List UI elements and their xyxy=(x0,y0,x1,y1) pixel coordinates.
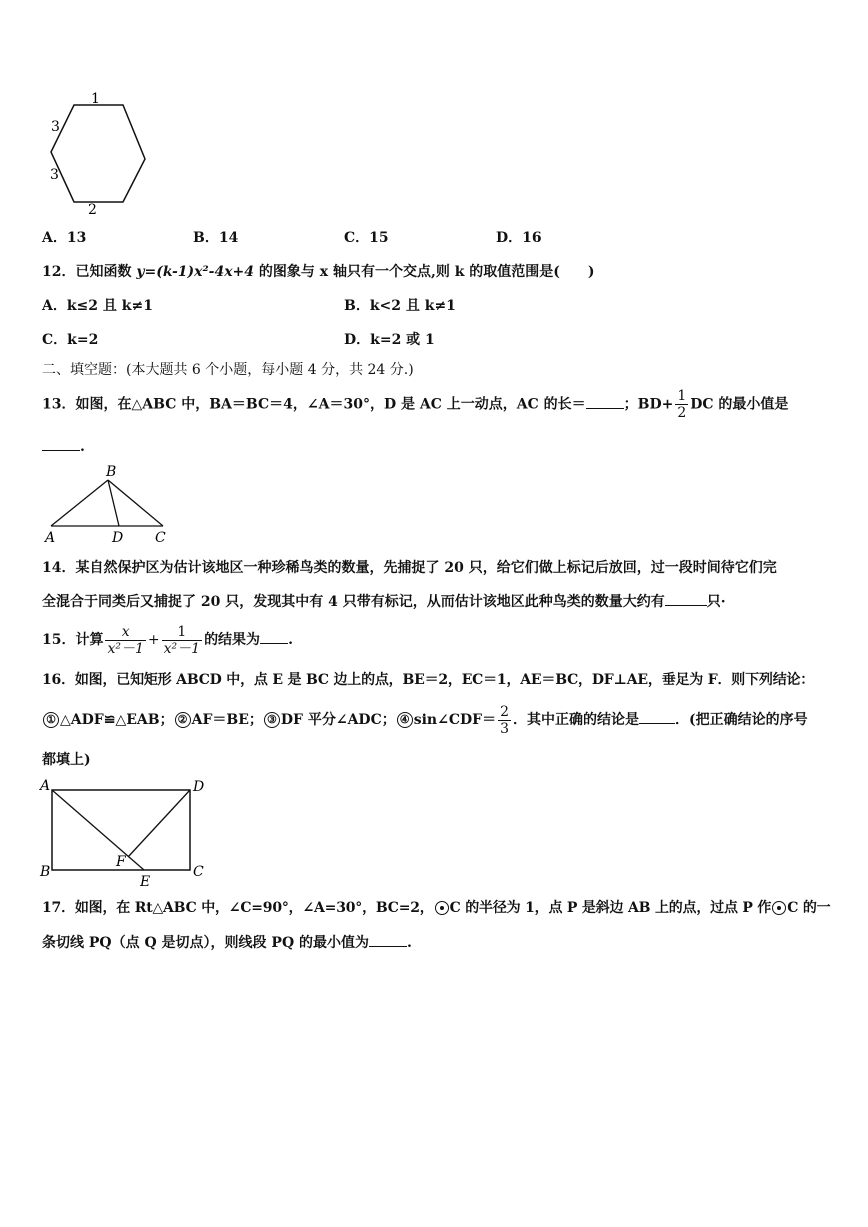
q13-triangle-figure xyxy=(40,462,172,546)
q12-option-c: C．k=2 xyxy=(42,332,99,348)
label-b: B xyxy=(40,864,51,880)
hexagon-label-upper-left: 3 xyxy=(51,119,60,135)
side-bc xyxy=(108,480,163,526)
q17-text-a: 17．如图，在 Rt△ABC 中，∠C=90°，∠A=30°，BC=2， xyxy=(42,900,434,916)
q16-circle-4: ④ xyxy=(397,712,413,728)
q17-end: . xyxy=(407,935,412,951)
q16-conclusion-3: DF 平分∠ADC； xyxy=(280,712,396,728)
q16-frac-den: 3 xyxy=(500,720,509,737)
q14-line2 xyxy=(42,591,726,612)
q14-line1: 14．某自然保护区为估计该地区一种珍稀鸟类的数量，先捕捉了 20 只，给它们做上标记后放回，过一段时间待它们完 xyxy=(42,560,777,576)
q13-stem xyxy=(42,388,788,421)
side-ab xyxy=(51,480,108,526)
hexagon-label-bottom: 2 xyxy=(88,202,97,216)
hexagon-label-lower-left: 3 xyxy=(50,167,59,183)
q12-option-d: D．k=2 或 1 xyxy=(344,332,435,348)
q15-end: . xyxy=(288,632,293,648)
q13-blank-2 xyxy=(42,436,80,451)
q12-prefix: 12．已知函数 xyxy=(42,264,137,280)
q12-stem xyxy=(42,262,595,282)
q15-f2-num: 1 xyxy=(162,624,202,641)
q15-f1-num: x xyxy=(105,624,145,641)
q13-text-c: DC 的最小值是 xyxy=(690,396,789,413)
label-a: A xyxy=(45,530,56,546)
label-c: C xyxy=(155,530,166,546)
q17-blank xyxy=(369,932,407,947)
q15-blank xyxy=(260,629,288,644)
q16-after: ．其中正确的结论是 xyxy=(513,712,639,728)
label-d: D xyxy=(112,530,124,546)
q14-text: 全混合于同类后又捕捉了 20 只，发现其中有 4 只带有标记，从而估计该地区此种鸟类的数量大约有 xyxy=(42,594,665,610)
q13-fraction xyxy=(675,388,688,421)
q16-line1: 16．如图，已知矩形 ABCD 中，点 E 是 BC 边上的点，BE＝2，EC＝1，AE＝BC，DF⊥AE，垂足为 F．则下列结论： xyxy=(42,672,815,688)
q16-circle-1: ① xyxy=(43,712,59,728)
q14-blank xyxy=(665,591,707,606)
q11-option-b: B．14 xyxy=(193,230,239,246)
q16-after2: ．(把正确结论的序号 xyxy=(675,712,808,728)
q15-suffix: 的结果为 xyxy=(204,632,261,648)
q15-fraction-1 xyxy=(105,624,145,657)
label-c: C xyxy=(193,864,204,880)
hexagon-figure xyxy=(44,88,154,216)
q16-circle-2: ② xyxy=(175,712,191,728)
q12-option-b: B．k<2 且 k≠1 xyxy=(344,298,456,314)
q15-stem xyxy=(42,621,293,659)
q17-line2 xyxy=(42,932,412,953)
q16-frac-num: 2 xyxy=(500,703,509,720)
q13-text-b: ；BD+ xyxy=(623,396,674,413)
q12-suffix: 的图象与 x 轴只有一个交点,则 k 的取值范围是( ) xyxy=(254,264,595,280)
q14-end: 只· xyxy=(706,594,726,610)
section-2-heading: 二、填空题：(本大题共 6 个小题，每小题 4 分，共 24 分.) xyxy=(42,362,414,378)
segment-ae xyxy=(52,790,144,870)
q11-option-a: A．13 xyxy=(42,230,87,246)
segment-df xyxy=(128,790,190,857)
hexagon-label-top: 1 xyxy=(91,91,100,107)
q15-f1-den: x²－1 xyxy=(107,640,144,657)
q17-text-b: C 的半径为 1，点 P 是斜边 AB 上的点，过点 P 作 xyxy=(449,900,772,916)
q16-conclusion-1: △ADF≌△EAB； xyxy=(60,712,174,728)
q16-blank xyxy=(639,709,675,724)
label-e: E xyxy=(140,874,151,888)
q17-text-c: C 的一 xyxy=(787,900,831,916)
segment-bd xyxy=(108,480,119,526)
q11-option-c: C．15 xyxy=(344,230,389,246)
q16-conclusion-2: AF＝BE； xyxy=(191,712,263,728)
q16-line3: 都填上) xyxy=(42,752,91,768)
q13-frac-num: 1 xyxy=(677,388,687,404)
label-d: D xyxy=(193,779,205,795)
label-b: B xyxy=(106,464,117,480)
q16-line2 xyxy=(42,702,808,738)
label-f: F xyxy=(116,854,126,870)
q16-rectangle-figure xyxy=(38,776,214,888)
q13-frac-den: 2 xyxy=(677,405,687,421)
q16-fraction xyxy=(498,704,511,737)
q13-end: . xyxy=(80,439,85,455)
q16-conclusion-4: sin∠CDF＝ xyxy=(413,712,497,728)
q15-plus: + xyxy=(147,632,160,648)
q13-line2 xyxy=(42,436,85,457)
q17-text-line2: 条切线 PQ（点 Q 是切点），则线段 PQ 的最小值为 xyxy=(42,935,370,951)
q15-prefix: 15．计算 xyxy=(42,632,104,648)
q13-blank-1 xyxy=(586,394,624,409)
q13-text-a: 13．如图，在△ABC 中，BA＝BC＝4，∠A＝30°，D 是 AC 上一动点，AC 的长＝ xyxy=(42,396,586,413)
circle-dot-icon xyxy=(435,901,449,915)
q15-fraction-2 xyxy=(162,624,202,657)
q12-option-a: A．k≤2 且 k≠1 xyxy=(42,298,153,314)
circle-dot-icon xyxy=(772,901,786,915)
label-a: A xyxy=(40,778,51,794)
q17-line1 xyxy=(42,898,830,918)
q16-circle-3: ③ xyxy=(264,712,280,728)
q12-function: y=(k-1)x²-4x+4 xyxy=(136,264,255,280)
q11-option-d: D．16 xyxy=(496,230,542,246)
hexagon-shape xyxy=(51,105,145,202)
q15-f2-den: x²－1 xyxy=(163,640,201,657)
